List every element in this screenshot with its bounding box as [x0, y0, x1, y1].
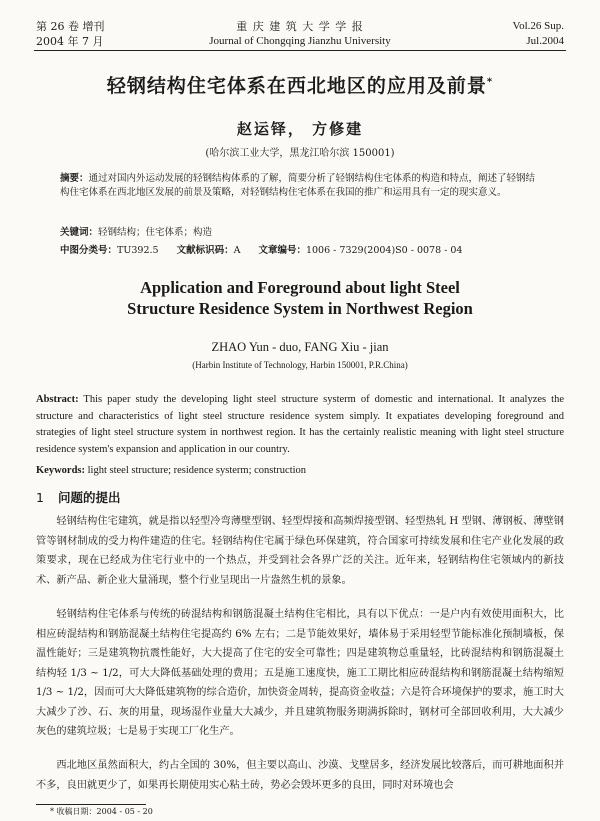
body-paragraph: 轻钢结构住宅体系与传统的砖混结构和钢筋混凝土结构住宅相比，具有以下优点：一是户内有效使用面积大，比相应砖混结构和钢筋混凝土结构住宅提高约 6% 左右；二是节能效果好，墙体易于采用轻型节能标准化预制墙板，保温性能好；三是建筑物抗震性能好，大大提高了住宅的安全可靠性；四是建筑物总重量轻，比砖混结构和钢筋混凝土结构轻 1/3 ~ 1/2，可大大降低基础处理的费用；五是施工速度快，施工工期比相应砖混结构和钢筋混凝土结构缩短 1/3 ~ 1/2，因而可大大降低建筑物的综合造价，加快资金周转，提高资金收益；六是符合环境保护的要求，施工时大大减少了沙、石、灰的用量，现场湿作业量大大减少，并且建筑物服务期满拆除时，钢材可全部回收利用，大大减少灰色的建筑垃圾；七是易于实现工厂化生产。	[36, 609, 564, 737]
page-title-cn	[0, 71, 600, 98]
authors-cn: 赵运铎， 方修建	[236, 120, 364, 138]
footnote-rule	[36, 804, 146, 805]
clc-number: 中图分类号：TU392.5	[60, 245, 159, 256]
abstract-en-text: This paper study the developing light steel structure systerm of domestic and international. It analyzes the structure and characteristics of light steel structure residence system simply. It expatiates developing foreground and strategies of light steel structure system in northwest region. It has the certainly realistic meaning with light steel structure residence system's expansion and application in our country.	[36, 394, 564, 455]
page-title-en	[0, 277, 600, 319]
abstract-en-label: Abstract:	[36, 394, 79, 405]
title-en-line2: Structure Residence System in Northwest Region	[127, 299, 473, 318]
document-code: 文献标识码：A	[176, 245, 241, 256]
header-date: 2004 年 7 月	[36, 35, 104, 48]
header-rule	[34, 50, 566, 51]
keywords-en	[36, 465, 564, 476]
abstract-cn-label: 摘要：	[60, 173, 89, 184]
keywords-cn-label: 关键词：	[60, 227, 99, 238]
title-cn-text: 轻钢结构住宅体系在西北地区的应用及前景	[106, 75, 487, 97]
abstract-en	[36, 392, 564, 458]
header-vol-en: Vol.26 Sup.	[512, 20, 564, 32]
section-heading	[36, 488, 120, 506]
keywords-en-label: Keywords:	[36, 465, 85, 476]
section-title: 问题的提出	[57, 490, 121, 505]
header-journal-en: Journal of Chongqing Jianzhu University	[209, 35, 391, 47]
section-number: 1	[36, 490, 44, 505]
header-date-en: Jul.2004	[526, 35, 564, 47]
abstract-cn	[60, 172, 540, 200]
keywords-cn	[60, 224, 540, 238]
body-paragraph: 西北地区虽然面积大，约占全国的 30%，但主要以高山、沙漠、戈壁居多，经济发展比较落后，而可耕地面积并不多，良田就更少了，如果再长期使用实心粘土砖，势必会毁坏更多的良田，同时对环境也会	[36, 760, 564, 791]
abstract-cn-text: 通过对国内外运动发展的轻钢结构体系的了解，简要分析了轻钢结构住宅体系的构造和特点，阐述了轻钢结构住宅体系在西北地区发展的前景及策略，对轻钢结构住宅体系在我国的推广和运用具有一定的现实意义。	[60, 173, 536, 198]
title-en-line1: Application and Foreground about light Steel	[140, 278, 460, 297]
header-journal-cn: 重 庆 建 筑 大 学 学 报	[236, 20, 364, 33]
keywords-cn-text: 轻钢结构；住宅体系；构造	[98, 227, 213, 238]
keywords-en-text: light steel structure; residence systerm; construction	[85, 465, 307, 476]
header-volume: 第 26 卷 增刊	[36, 20, 105, 33]
affiliation-en: (Harbin Institute of Technology, Harbin 150001, P.R.China)	[192, 360, 408, 370]
article-number: 文章编号：1006 - 7329(2004)S0 - 0078 - 04	[258, 245, 463, 256]
authors-en: ZHAO Yun - duo, FANG Xiu - jian	[211, 340, 389, 354]
affiliation-cn: (哈尔滨工业大学，黑龙江哈尔滨 150001)	[205, 148, 395, 159]
classification-row	[60, 242, 540, 256]
title-footnote-mark: *	[486, 76, 494, 88]
body-paragraph: 轻钢结构住宅建筑，就是指以轻型冷弯薄壁型钢、轻型焊接和高频焊接型钢、轻型热轧 H 型钢、薄钢板、薄壁钢管等钢材制成的受力构件建造的住宅。轻钢结构住宅属于绿色环保建筑，符合国家可持续发展和住宅产业化发展的政策要求，现在已经成为住宅行业中的一个热点，并受到社会各界广泛的关注。近年来，轻钢结构住宅领域内的新技术、新产品、新企业大量涌现，整个行业呈现出一片盎然生机的景象。	[36, 516, 564, 586]
footnote: * 收稿日期：2004 - 05 - 20	[50, 807, 153, 816]
